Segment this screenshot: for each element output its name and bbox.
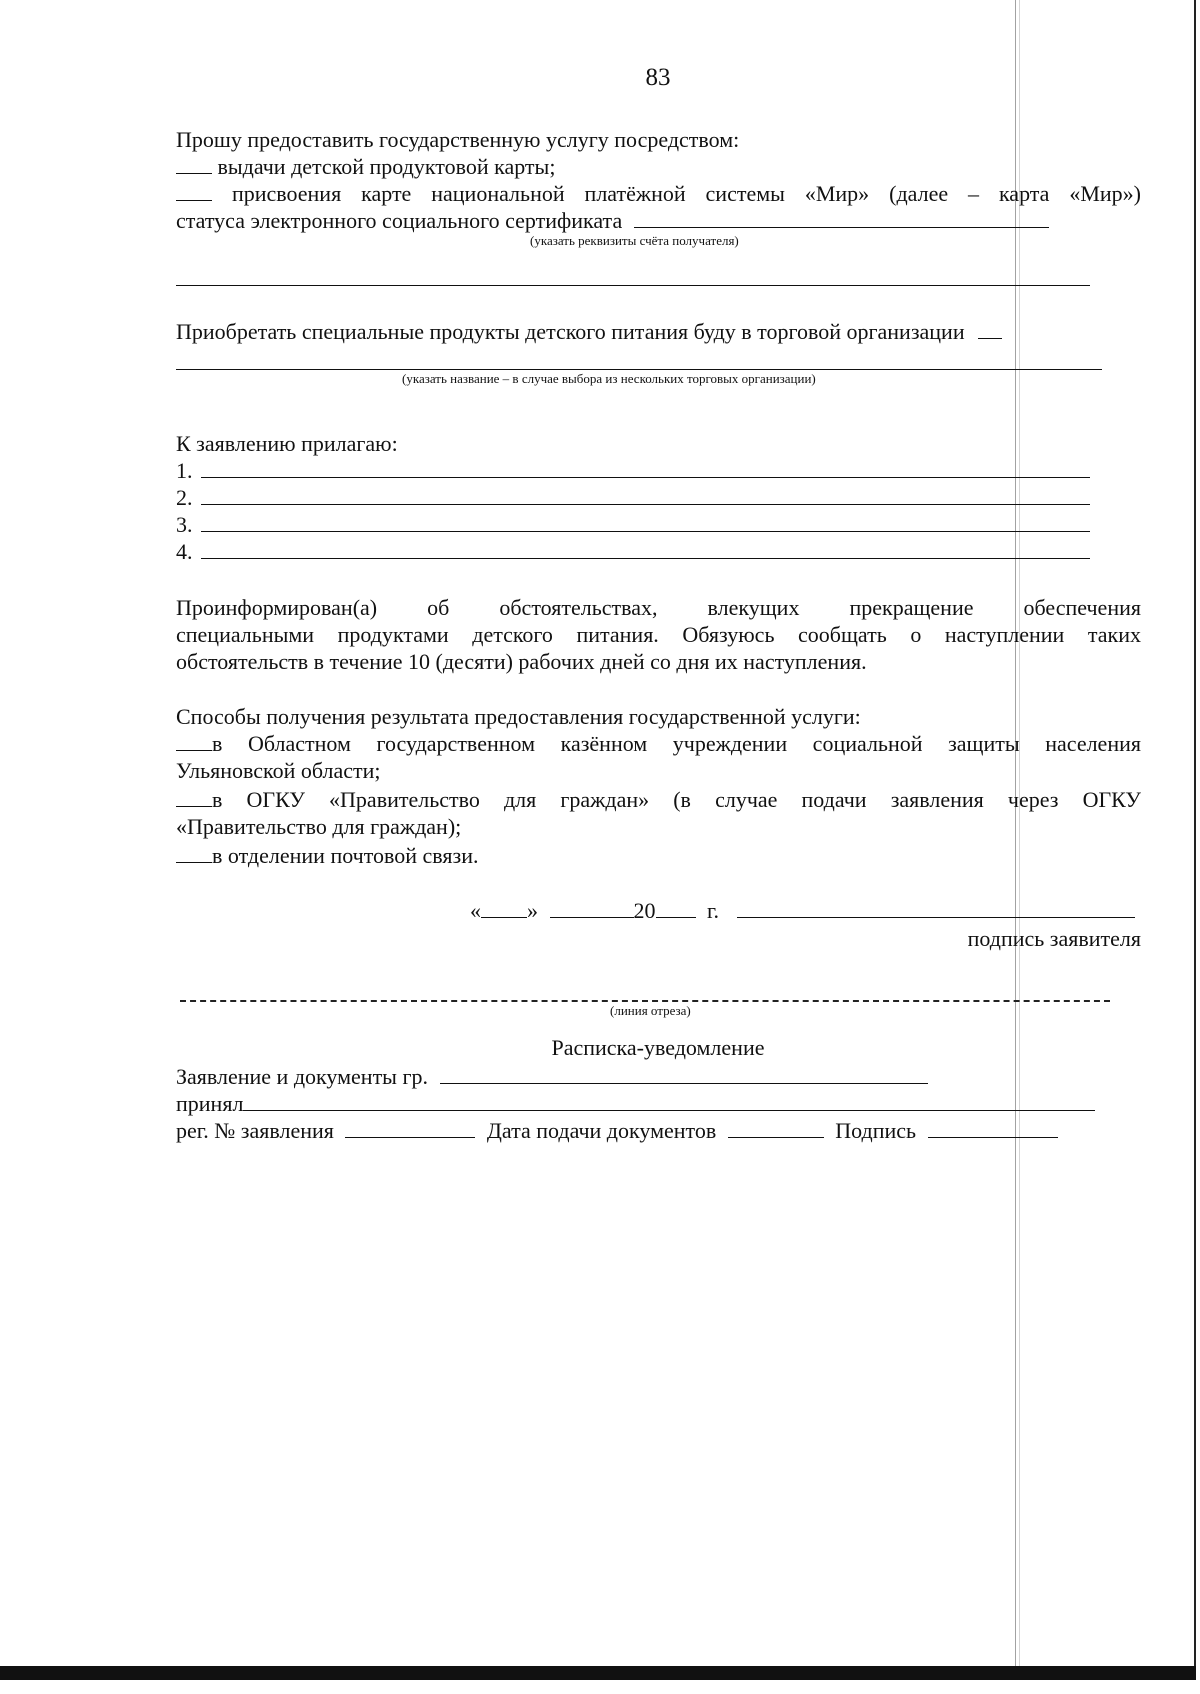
cut-line [180,1000,1110,1002]
attachments-title: К заявлению прилагаю: [176,431,398,456]
scan-right-edge [1194,0,1196,1672]
method-1-checkbox-blank[interactable] [176,732,212,751]
store-checkbox-blank[interactable] [978,320,1002,339]
receipt-reg-no-label: рег. № заявления [176,1118,334,1143]
scan-bottom-edge [0,1666,1196,1680]
applicant-signature-field[interactable] [737,899,1135,918]
receipt-accepted-field[interactable] [243,1092,1095,1111]
informed-line-2: специальными продуктами детского питания. Обязуюсь сообщать о наступлении таких [176,622,1141,647]
receipt-docs-label: Заявление и документы гр. [176,1064,428,1089]
method-1-text-line2: Ульяновской области; [176,758,381,783]
applicant-signature-label: подпись заявителя [967,926,1141,951]
receipt-submit-date-field[interactable] [728,1119,824,1138]
store-name-hint: (указать название – в случае выбора из нескольких торговых организации) [402,371,816,386]
date-year-prefix: 20 [633,898,656,923]
page-number: 83 [645,64,671,91]
store-row [176,318,1141,345]
method-3-checkbox-blank[interactable] [176,844,212,863]
attachment-field-3[interactable] [201,513,1091,532]
attachment-row-2 [176,484,1090,511]
option-card-text: выдачи детской продуктовой карты; [217,154,556,179]
method-2-checkbox-blank[interactable] [176,788,212,807]
date-year-suffix: г. [707,898,720,923]
date-year-field[interactable] [656,899,696,918]
receipt-signature-label: Подпись [835,1118,917,1143]
option-mir-text-line1: присвоения карте национальной платёжной системы «Мир» (далее – карта «Мир») [231,181,1142,206]
method-1-text-line1: в Областном государственном казённом учреждении социальной защиты населения [212,731,1141,756]
receipt-reg-row [176,1117,1141,1144]
receipt-submit-date-label: Дата подачи документов [486,1118,717,1143]
account-details-field[interactable] [634,209,1049,228]
attachment-field-1[interactable] [201,459,1091,478]
informed-line-1: Проинформирован(а) об обстоятельствах, влекущих прекращение обеспечения [176,595,1141,620]
attachment-number: 2. [176,485,193,510]
method-1-row [176,730,1141,757]
attachment-number: 4. [176,539,193,564]
receipt-accepted-row [176,1090,1141,1117]
date-quote-open: « [470,898,481,923]
receipt-citizen-name-field[interactable] [440,1065,928,1084]
informed-line-3: обстоятельств в течение 10 (десяти) рабочих дней со дня их наступления. [176,649,867,674]
attachment-row-3 [176,511,1090,538]
method-3-text: в отделении почтовой связи. [212,843,479,868]
receipt-docs-row [176,1063,1141,1090]
attachment-row-1 [176,457,1090,484]
option-mir-text-line2: статуса электронного социального сертификата [176,208,623,233]
store-name-field[interactable] [176,369,1102,370]
service-request-text: Прошу предоставить государственную услугу посредством: [176,127,740,152]
date-signature-row [470,897,1141,924]
receipt-reg-no-field[interactable] [345,1119,475,1138]
attachment-number: 3. [176,512,193,537]
date-day-field[interactable] [481,899,527,918]
account-details-hint: (указать реквизиты счёта получателя) [530,233,739,248]
option-mir-checkbox-blank[interactable] [176,182,212,201]
option-card-row [176,153,1141,180]
method-2-text-line1: в ОГКУ «Правительство для граждан» (в случае подачи заявления через ОГКУ [212,787,1141,812]
attachment-field-2[interactable] [201,486,1091,505]
receipt-accepted-label: принял [176,1091,244,1116]
date-quote-close: » [527,898,538,923]
date-month-field[interactable] [550,899,634,918]
method-2-text-line2: «Правительство для граждан); [176,814,462,839]
attachment-row-4 [176,538,1090,565]
option-mir-row [176,180,1141,207]
attachment-field-4[interactable] [201,540,1091,559]
cut-line-label: (линия отреза) [610,1003,691,1018]
store-text: Приобретать специальные продукты детского питания буду в торговой организации [176,319,965,344]
method-3-row [176,842,1141,869]
method-2-row [176,786,1141,813]
attachment-number: 1. [176,458,193,483]
receipt-signature-field[interactable] [928,1119,1058,1138]
account-details-extra-line[interactable] [176,285,1090,286]
receipt-title: Расписка-уведомление [551,1035,765,1060]
option-mir-line2-row [176,207,1141,234]
result-methods-title: Способы получения результата предоставления государственной услуги: [176,704,861,729]
option-card-checkbox-blank[interactable] [176,155,212,174]
